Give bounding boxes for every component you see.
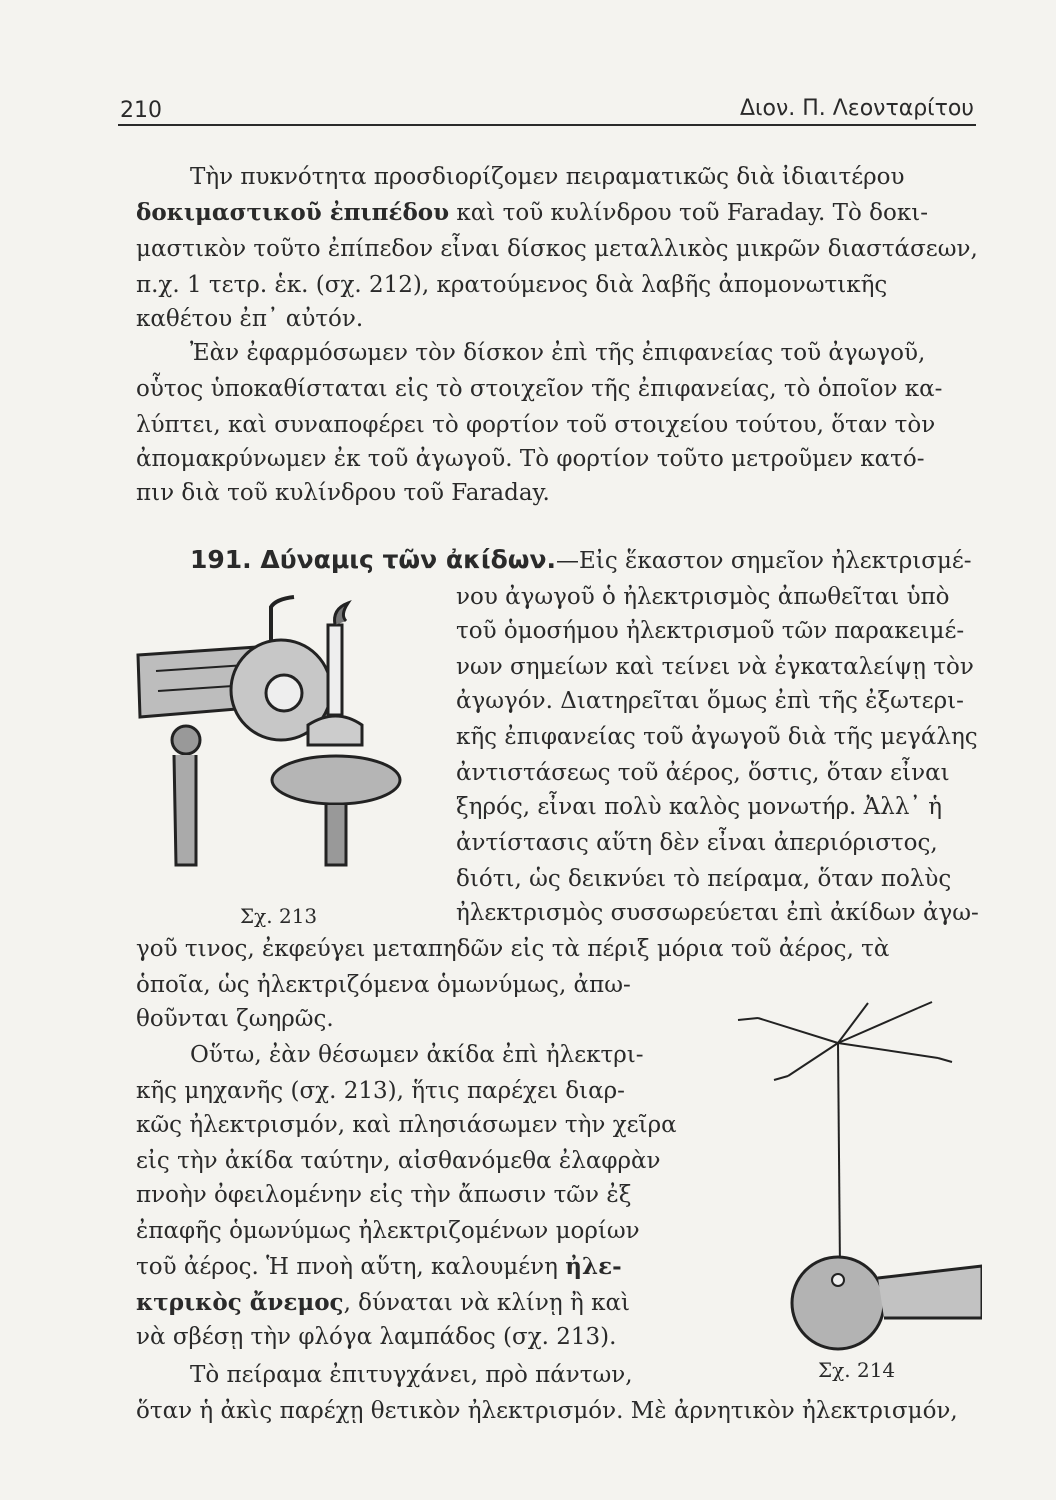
text-line: διότι, ὡς δεικνύει τὸ πείραμα, ὅταν πολὺς: [456, 866, 952, 892]
text-line: ὅταν ἡ ἀκὶς παρέχῃ θετικὸν ἠλεκτρισμόν. Μὲ ἀρνητικὸν ἠλεκτρισμόν,: [136, 1398, 958, 1424]
text-line: πιν διὰ τοῦ κυλίνδρου τοῦ Faraday.: [136, 480, 550, 506]
text-line: ὁποῖα, ὡς ἠλεκτριζόμενα ὁμωνύμως, ἀπω-: [136, 972, 631, 998]
text-line: οὗτος ὑποκαθίσταται εἰς τὸ στοιχεῖον τῆς ἐπιφανείας, τὸ ὁποῖον κα-: [136, 376, 943, 402]
text-line: γοῦ τινος, ἐκφεύγει μεταπηδῶν εἰς τὰ πέριξ μόρια τοῦ ἀέρος, τὰ: [136, 936, 890, 962]
text-line: νου ἀγωγοῦ ὁ ἠλεκτρισμὸς ἀπωθεῖται ὑπὸ: [456, 584, 950, 610]
text-line: ἐπαφῆς ὁμωνύμως ἠλεκτριζομένων μορίων: [136, 1218, 640, 1244]
text-line: ἀντίστασις αὕτη δὲν εἶναι ἀπεριόριστος,: [456, 830, 938, 856]
figure-213-illustration: [136, 595, 436, 895]
text-line: κῶς ἠλεκτρισμόν, καὶ πλησιάσωμεν τὴν χεῖρα: [136, 1112, 677, 1138]
page-number: 210: [120, 98, 162, 123]
figure-214-caption: Σχ. 214: [818, 1358, 896, 1382]
text-line: θοῦνται ζωηρῶς.: [136, 1006, 334, 1032]
text-line: πνοὴν ὀφειλομένην εἰς τὴν ἄπωσιν τῶν ἐξ: [136, 1182, 632, 1208]
section-heading: [190, 545, 972, 574]
text-line: λύπτει, καὶ συναποφέρει τὸ φορτίον τοῦ στοιχείου τούτου, ὅταν τὸν: [136, 412, 936, 438]
text-line: κῆς μηχανῆς (σχ. 213), ἥτις παρέχει διαρ-: [136, 1078, 625, 1104]
text-line: κῆς ἐπιφανείας τοῦ ἀγωγοῦ διὰ τῆς μεγάλης: [456, 724, 978, 750]
text-line: [136, 1252, 622, 1282]
text-line: καθέτου ἐπ᾽ αὐτόν.: [136, 306, 364, 332]
text-line: Οὕτω, ἐὰν θέσωμεν ἀκίδα ἐπὶ ἠλεκτρι-: [190, 1042, 644, 1068]
text-line: ἠλεκτρισμὸς συσσωρεύεται ἐπὶ ἀκίδων ἀγω-: [456, 900, 979, 926]
text-line: Τὸ πείραμα ἐπιτυγχάνει, πρὸ πάντων,: [190, 1362, 633, 1388]
text-line: π.χ. 1 τετρ. ἑκ. (σχ. 212), κρατούμενος διὰ λαβῆς ἀπομονωτικῆς: [136, 272, 888, 298]
text-line: μαστικὸν τοῦτο ἐπίπεδον εἶναι δίσκος μεταλλικὸς μικρῶν διαστάσεων,: [136, 236, 978, 262]
text-line: ἀπομακρύνωμεν ἐκ τοῦ ἀγωγοῦ. Τὸ φορτίον τοῦτο μετροῦμεν κατό-: [136, 446, 925, 472]
text-line: ξηρός, εἶναι πολὺ καλὸς μονωτήρ. Ἀλλ᾽ ἡ: [456, 794, 942, 820]
text-span: τοῦ ἀέρος. Ἡ πνοὴ αὕτη, καλουμένη: [136, 1254, 566, 1280]
text-line: [136, 1288, 630, 1318]
text-line: Ἐὰν ἐφαρμόσωμεν τὸν δίσκον ἐπὶ τῆς ἐπιφανείας τοῦ ἀγωγοῦ,: [190, 340, 926, 366]
text-line: νων σημείων καὶ τείνει νὰ ἐγκαταλείψῃ τὸν: [456, 654, 974, 680]
running-header-author: Διον. Π. Λεονταρίτου: [740, 96, 975, 121]
bold-term: κτρικὸς ἄνεμος: [136, 1289, 344, 1316]
text-line: ἀντιστάσεως τοῦ ἀέρος, ὅστις, ὅταν εἶναι: [456, 760, 950, 786]
text-line: ἀγωγόν. Διατηρεῖται ὅμως ἐπὶ τῆς ἐξωτερι-: [456, 688, 964, 714]
figure-213-caption: Σχ. 213: [240, 904, 318, 928]
bold-term: ἠλε-: [565, 1253, 622, 1280]
figure-214-illustration: [728, 998, 982, 1358]
text-line: νὰ σβέσῃ τὴν φλόγα λαμπάδος (σχ. 213).: [136, 1324, 617, 1350]
bold-term: δοκιμαστικοῦ ἐπιπέδου: [136, 199, 450, 226]
text-span: —Εἰς ἕκαστον σημεῖον ἠλεκτρισμέ-: [556, 548, 972, 574]
text-line: εἰς τὴν ἀκίδα ταύτην, αἰσθανόμεθα ἐλαφρὰν: [136, 1148, 661, 1174]
header-rule: [118, 124, 976, 126]
text-line: τοῦ ὁμοσήμου ἠλεκτρισμοῦ τῶν παρακειμέ-: [456, 618, 965, 644]
section-title: 191. Δύναμις τῶν ἀκίδων.: [190, 545, 557, 574]
text-line: [136, 198, 928, 228]
text-span: καὶ τοῦ κυλίνδρου τοῦ Faraday. Τὸ δοκι-: [449, 200, 928, 226]
text-line: Τὴν πυκνότητα προσδιορίζομεν πειραματικῶς διὰ ἰδιαιτέρου: [190, 164, 905, 190]
text-span: , δύναται νὰ κλίνῃ ἢ καὶ: [343, 1290, 630, 1316]
